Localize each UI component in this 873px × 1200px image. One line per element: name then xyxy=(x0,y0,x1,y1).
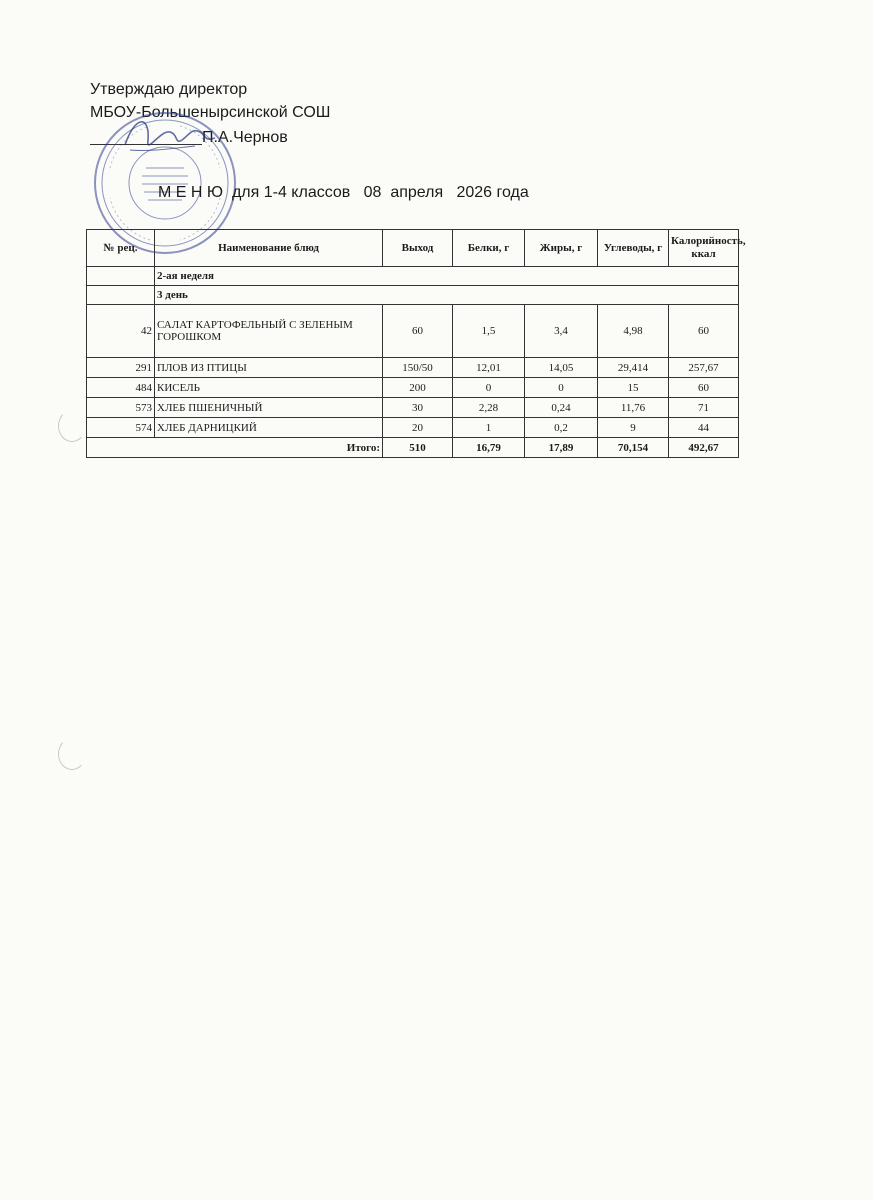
dish-name: ПЛОВ ИЗ ПТИЦЫ xyxy=(155,358,383,378)
dish-carbs: 9 xyxy=(598,418,669,438)
recipe-number: 573 xyxy=(87,398,155,418)
dish-protein: 2,28 xyxy=(453,398,525,418)
dish-calories: 60 xyxy=(669,378,739,398)
menu-title: М Е Н Ю для 1-4 классов 08 апреля 2026 года xyxy=(158,184,529,201)
table-row xyxy=(87,305,739,358)
recipe-number: 484 xyxy=(87,378,155,398)
header-protein: Белки, г xyxy=(453,230,525,267)
table-row xyxy=(87,378,739,398)
dish-fat: 0,2 xyxy=(525,418,598,438)
dish-protein: 1,5 xyxy=(453,305,525,358)
approval-line-1: Утверждаю директор xyxy=(90,81,248,98)
dish-carbs: 11,76 xyxy=(598,398,669,418)
dish-calories: 257,67 xyxy=(669,358,739,378)
dish-yield: 20 xyxy=(383,418,453,438)
dish-protein: 12,01 xyxy=(453,358,525,378)
week-label: 2-ая неделя xyxy=(155,267,739,286)
total-fat: 17,89 xyxy=(525,438,598,458)
total-row xyxy=(87,438,739,458)
day-row xyxy=(87,286,739,305)
dish-yield: 30 xyxy=(383,398,453,418)
table-row xyxy=(87,398,739,418)
dish-yield: 60 xyxy=(383,305,453,358)
recipe-number: 291 xyxy=(87,358,155,378)
dish-name: КИСЕЛЬ xyxy=(155,378,383,398)
total-label: Итого: xyxy=(87,438,383,458)
week-row xyxy=(87,267,739,286)
day-label: 3 день xyxy=(155,286,739,305)
dish-calories: 60 xyxy=(669,305,739,358)
signer-name: П.А.Чернов xyxy=(90,126,330,149)
punch-hole-mark xyxy=(58,410,86,442)
dish-fat: 0,24 xyxy=(525,398,598,418)
table-row xyxy=(87,418,739,438)
approval-line-2: МБОУ-Большенырсинской СОШ xyxy=(90,104,331,121)
table-row xyxy=(87,358,739,378)
total-yield: 510 xyxy=(383,438,453,458)
punch-hole-mark xyxy=(58,738,86,770)
dish-name: ХЛЕБ ДАРНИЦКИЙ xyxy=(155,418,383,438)
recipe-number: 574 xyxy=(87,418,155,438)
menu-table xyxy=(86,229,746,458)
dish-protein: 0 xyxy=(453,378,525,398)
dish-protein: 1 xyxy=(453,418,525,438)
dish-name: САЛАТ КАРТОФЕЛЬНЫЙ С ЗЕЛЕНЫМ ГОРОШКОМ xyxy=(155,305,383,358)
recipe-number: 42 xyxy=(87,305,155,358)
header-name: Наименование блюд xyxy=(155,230,383,267)
dish-yield: 150/50 xyxy=(383,358,453,378)
dish-calories: 44 xyxy=(669,418,739,438)
header-recipe: № рец. xyxy=(87,230,155,267)
header-calories: Калорийность, ккал xyxy=(669,230,739,267)
dish-carbs: 29,414 xyxy=(598,358,669,378)
header-yield: Выход xyxy=(383,230,453,267)
dish-calories: 71 xyxy=(669,398,739,418)
header-fat: Жиры, г xyxy=(525,230,598,267)
dish-carbs: 4,98 xyxy=(598,305,669,358)
dish-carbs: 15 xyxy=(598,378,669,398)
signature-icon xyxy=(120,110,220,160)
dish-fat: 0 xyxy=(525,378,598,398)
dish-yield: 200 xyxy=(383,378,453,398)
table-header-row xyxy=(87,230,739,267)
total-carbs: 70,154 xyxy=(598,438,669,458)
header-carbs: Углеводы, г xyxy=(598,230,669,267)
dish-fat: 3,4 xyxy=(525,305,598,358)
total-protein: 16,79 xyxy=(453,438,525,458)
total-calories: 492,67 xyxy=(669,438,739,458)
dish-fat: 14,05 xyxy=(525,358,598,378)
dish-name: ХЛЕБ ПШЕНИЧНЫЙ xyxy=(155,398,383,418)
